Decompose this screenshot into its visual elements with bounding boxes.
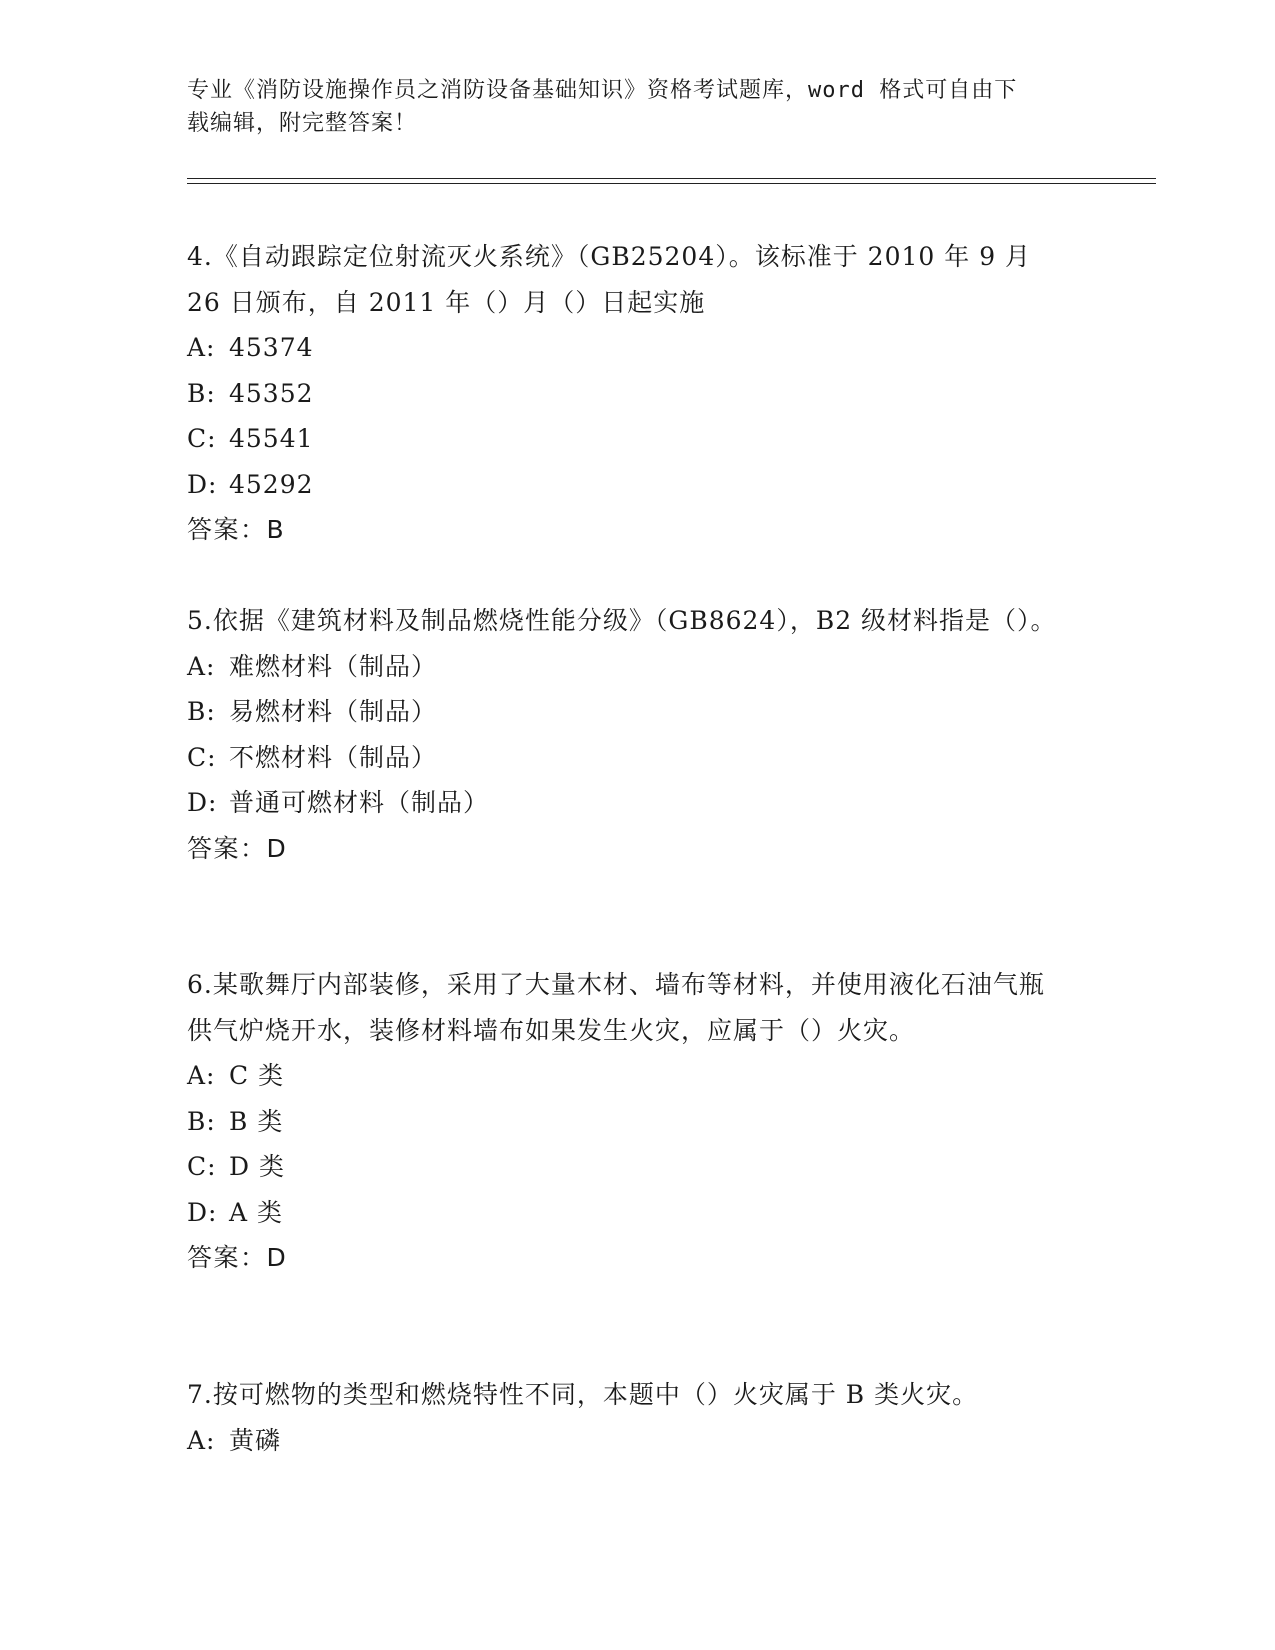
question-4 xyxy=(187,234,1067,553)
option-b: B: 45352 xyxy=(187,378,314,408)
option-d: D: 45292 xyxy=(187,469,314,499)
option-a: A: 45374 xyxy=(187,333,314,362)
question-stem: 4.《自动跟踪定位射流灭火系统》（GB25204）。该标准于 2010 年 9 月 26 日颁布，自 2011 年（）月（）日起实施 xyxy=(187,242,1032,317)
option-c: C: D 类 xyxy=(187,1152,285,1181)
answer-label: 答案：D xyxy=(187,1243,288,1272)
header-divider-bottom xyxy=(187,183,1156,184)
option-a: A: 难燃材料（制品） xyxy=(187,651,438,681)
question-stem: 6.某歌舞厅内部装修，采用了大量木材、墙布等材料，并使用液化石油气瓶供气炉烧开水，装修材料墙布如果发生火灾，应属于（）火灾。 xyxy=(187,970,1045,1045)
option-b: B: 易燃材料（制品） xyxy=(187,697,438,726)
header-line-2: 载编辑，附完整答案！ xyxy=(187,111,418,136)
header-line-1: 专业《消防设施操作员之消防设备基础知识》资格考试题库，word 格式可自由下 xyxy=(187,78,1018,103)
option-d: D: A 类 xyxy=(187,1197,284,1227)
option-c: C: 不燃材料（制品） xyxy=(187,742,438,772)
option-d: D: 普通可燃材料（制品） xyxy=(187,788,490,817)
question-7 xyxy=(187,1372,1067,1463)
header-divider-top xyxy=(187,178,1156,179)
document-header xyxy=(187,74,1067,140)
question-stem: 5.依据《建筑材料及制品燃烧性能分级》（GB8624），B2 级材料指是（）。 xyxy=(187,606,1057,635)
answer-label: 答案：B xyxy=(187,515,286,544)
option-c: C: 45541 xyxy=(187,424,314,453)
question-stem: 7.按可燃物的类型和燃烧特性不同，本题中（）火灾属于 B 类火灾。 xyxy=(187,1380,979,1409)
option-b: B: B 类 xyxy=(187,1106,284,1136)
answer-label: 答案：D xyxy=(187,833,288,863)
option-a: A: C 类 xyxy=(187,1061,285,1090)
question-5 xyxy=(187,598,1067,871)
option-a: A: 黄磷 xyxy=(187,1425,282,1455)
question-6 xyxy=(187,962,1067,1281)
